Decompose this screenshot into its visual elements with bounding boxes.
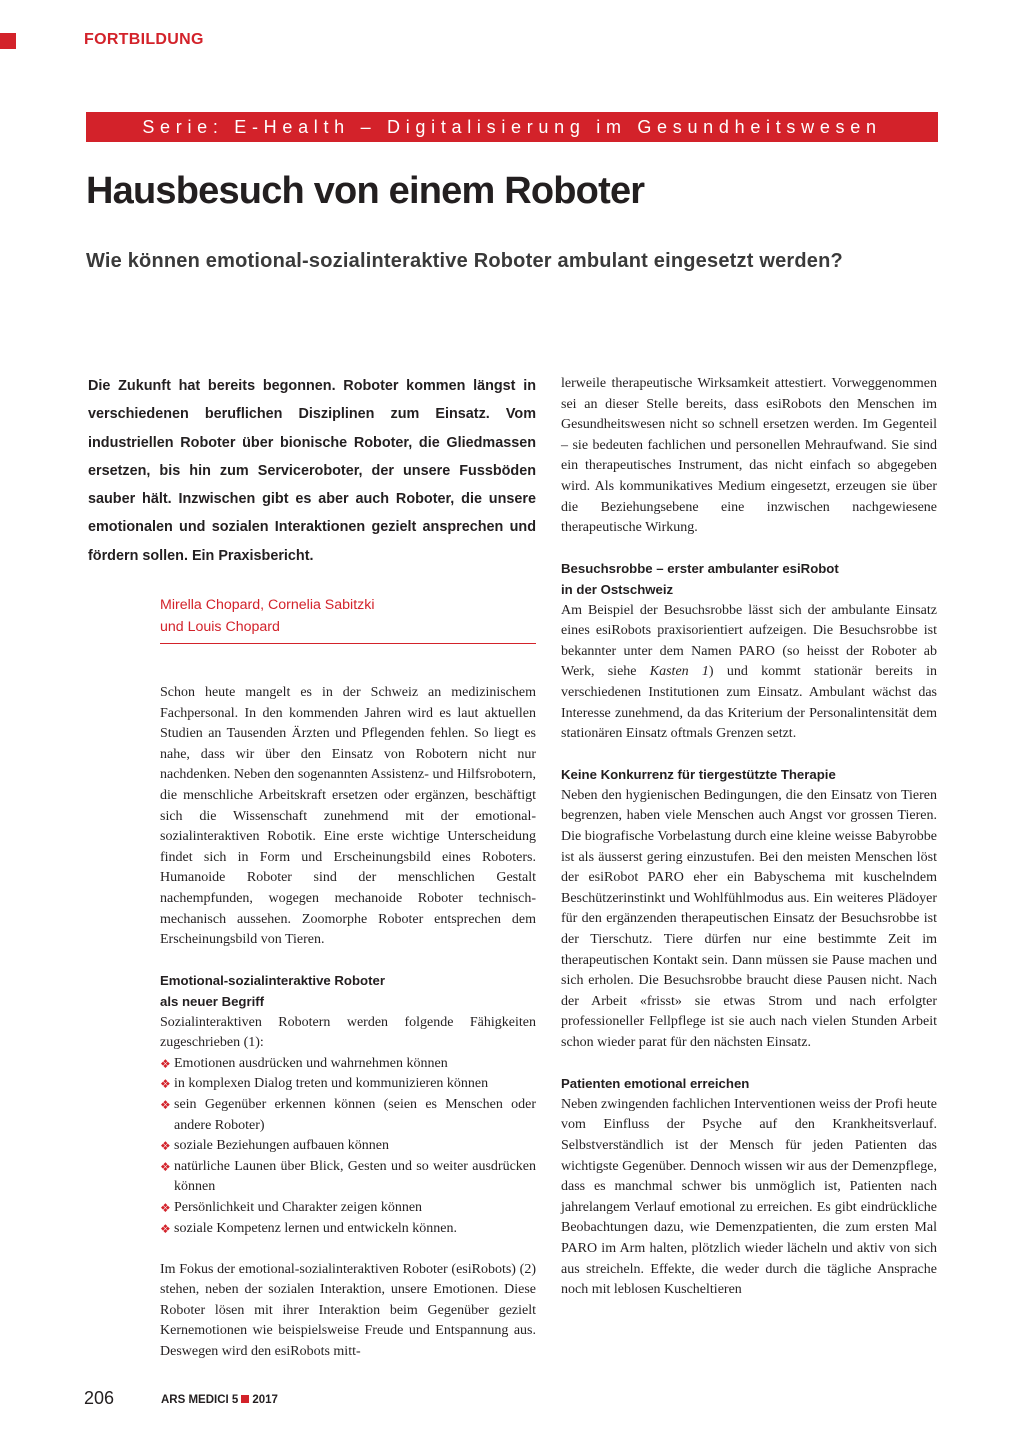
journal-footer	[161, 1394, 278, 1406]
article-lead: Die Zukunft hat bereits begonnen. Roboter kommen längst in verschiedenen beruflichen Disziplinen zum Einsatz. Vom industriellen Roboter über bionische Roboter, die Gliedmassen ersetzen, bis hin zum Serviceroboter, der unsere Fussböden sauber hält. Inzwischen gibt es aber auch Roboter, die unsere emotionalen und sozialen Interaktionen gezielt ansprechen und fördern sollen. Ein Praxisbericht.	[88, 378, 536, 564]
list-item: ❖ Emotionen ausdrücken und wahrnehmen können	[160, 1054, 536, 1075]
section-heading-3: Keine Konkurrenz für tiergestützte Therapie	[561, 767, 836, 783]
right-column	[561, 374, 937, 1301]
section-3-paragraph: Neben den hygienischen Bedingungen, die den Einsatz von Tieren begrenzen, haben viele Menschen auch Angst vor grossen Tieren. Die biografische Vorbelastung durch eine kleine weisse Babyrobbe ist als äusserst gering einzustufen. Bei den meisten Menschen löst der esiRobot PARO eher ein Babyschema mit kuschelndem Beschützerinstinkt und Wohlfühlmodus aus. Ein weiteres Plädoyer für den ergänzenden therapeutischen Einsatz der Besuchsrobbe ist der Tierschutz. Tiere dürfen nur eine bestimmte Zeit im therapeutischen Kontakt sein. Dann müssen sie Pause machen und sich erholen. Die Besuchsrobbe braucht diese Pausen nicht. Nach der Arbeit «frisst» sie etwas Strom und nach erfolgter professioneller Fellpflege ist sie auch nach vielen Stunden Arbeit schon wieder parat für den nächsten Einsatz.	[561, 787, 937, 1050]
list-item: ❖ sein Gegenüber erkennen können (seien es Menschen oder andere Roboter)	[160, 1096, 536, 1133]
list-item: ❖ soziale Kompetenz lernen und entwickeln können.	[160, 1219, 536, 1240]
journal-name: ARS MEDICI 5	[161, 1394, 239, 1406]
section-heading-2-line-2: in der Ostschweiz	[561, 581, 674, 597]
left-column	[88, 372, 536, 1363]
series-banner: Serie: E-Health – Digitalisierung im Gesundheitswesen	[86, 112, 938, 142]
section-heading-2-line-1: Besuchsrobbe – erster ambulanter esiRobot	[561, 561, 839, 577]
diamond-bullet-icon: ❖	[160, 1097, 171, 1112]
section-heading-2	[561, 559, 937, 600]
section-heading-4: Patienten emotional erreichen	[561, 1076, 750, 1092]
list-item: ❖ in komplexen Dialog treten und kommunizieren können	[160, 1074, 536, 1095]
authors-line-2: und Louis Chopard	[160, 619, 280, 636]
section-heading-1	[160, 971, 536, 1012]
left-body	[160, 683, 536, 1363]
section-1-paragraph-2: Im Fokus der emotional-sozialinteraktiven Roboter (esiRobots) (2) stehen, neben der sozialen Interaktion, unsere Emotionen. Diese Roboter lösen mit ihrer Interaktion beim Gegenüber gezielt Kernemotionen wie beispielsweise Freude und Entspannung aus. Deswegen wird den esiRobots mitt-	[160, 1261, 536, 1360]
diamond-bullet-icon: ❖	[160, 1200, 171, 1215]
diamond-bullet-icon: ❖	[160, 1221, 171, 1236]
footer-square-icon	[241, 1395, 249, 1403]
diamond-bullet-icon: ❖	[160, 1159, 171, 1174]
section-marker	[0, 33, 16, 49]
section-2-paragraph: Am Beispiel der Besuchsrobbe lässt sich der ambulante Einsatz eines esiRobots praxisorientiert aufzeigen. Die Besuchsrobbe ist bekannter unter dem Namen PARO (so heisst der Roboter ab Werk, siehe Kasten 1) und kommt stationär bereits in verschiedenen Institutionen zum Einsatz. Ambulant wächst das Interesse zunehmend, da das Kriterium der Personalintensität dem stationären Einsatz oftmals Grenzen setzt.	[561, 602, 937, 742]
article-authors	[160, 594, 536, 644]
diamond-bullet-icon: ❖	[160, 1077, 171, 1092]
section-1-paragraph: Sozialinteraktiven Robotern werden folgende Fähigkeiten zugeschrieben (1):	[160, 1014, 536, 1051]
diamond-bullet-icon: ❖	[160, 1139, 171, 1154]
section-label: FORTBILDUNG	[84, 31, 204, 48]
article-title: Hausbesuch von einem Roboter	[86, 170, 645, 212]
capabilities-list	[160, 1054, 536, 1239]
page-number: 206	[84, 1388, 115, 1408]
diamond-bullet-icon: ❖	[160, 1056, 171, 1071]
section-4-paragraph: Neben zwingenden fachlichen Interventionen weiss der Profi heute vom Einfluss der Psyche auf den Krankheitsverlauf. Selbstverständlich ist der Mensch für jeden Patienten das wichtigste Gegenüber. Dennoch wissen wir aus der Demenzpflege, dass es manchmal schwer bis unmöglich ist, Patienten nach jahrelangem Verlauf emotional zu erreichen. Es gibt eindrückliche Beobachtungen dazu, wie Demenzpatienten, die zum ersten Mal PARO im Arm halten, plötzlich wieder lächeln und aktiv von sich aus streicheln. Effekte, die weder durch die tägliche Ansprache noch mit leblosen Kuscheltieren	[561, 1096, 937, 1298]
authors-line-1: Mirella Chopard, Cornelia Sabitzki	[160, 597, 375, 614]
journal-year: 2017	[252, 1394, 278, 1406]
article-subtitle: Wie können emotional-sozialinteraktive Roboter ambulant eingesetzt werden?	[86, 250, 843, 272]
list-item: ❖ Persönlichkeit und Charakter zeigen können	[160, 1198, 536, 1219]
list-item: ❖ natürliche Launen über Blick, Gesten und so weiter ausdrücken können	[160, 1158, 536, 1195]
section-heading-1-line-1: Emotional-sozialinteraktive Roboter	[160, 973, 385, 989]
intro-paragraph: Schon heute mangelt es in der Schweiz an medizinischem Fachpersonal. In den kommenden Jahren wird es laut aktuellen Studien an Tausenden Ärzten und Pflegenden fehlen. So liegt es nahe, dass wir über den Einsatz von Robotern nicht nur nachdenken. Neben den sogenannten Assistenz- und Hilfsrobotern, die menschliche Arbeitskraft ersetzen oder ergänzen, beschäftigt sich die Wissenschaft zunehmend mit der emotional-sozialinteraktiven Robotik. Eine erste wichtige Unterscheidung findet sich in Form und Erscheinungsbild eines Roboters. Humanoide Roboter sind der menschlichen Gestalt nachempfunden, wogegen mechanoide Roboter technisch-mechanisch aussehen. Zoomorphe Roboter entsprechen dem Erscheinungsbild von Tieren.	[160, 685, 536, 948]
continued-paragraph: lerweile therapeutische Wirksamkeit attestiert. Vorweggenommen sei an dieser Stelle bereits, dass esiRobots den Menschen im Gesundheitswesen nicht so schnell ersetzen werden. Im Gegenteil – sie bedeuten fachlichen und personellen Mehraufwand. Sie sind ein therapeutisches Instrument, das nicht einfach so abgegeben wird. Als kommunikatives Medium eingesetzt, erzeugen sie über die Beziehungsebene eine inzwischen nachgewiesene therapeutische Wirkung.	[561, 376, 937, 536]
list-item: ❖ soziale Beziehungen aufbauen können	[160, 1136, 536, 1157]
section-heading-1-line-2: als neuer Begriff	[160, 993, 265, 1009]
box-reference: Kasten 1	[649, 664, 709, 680]
